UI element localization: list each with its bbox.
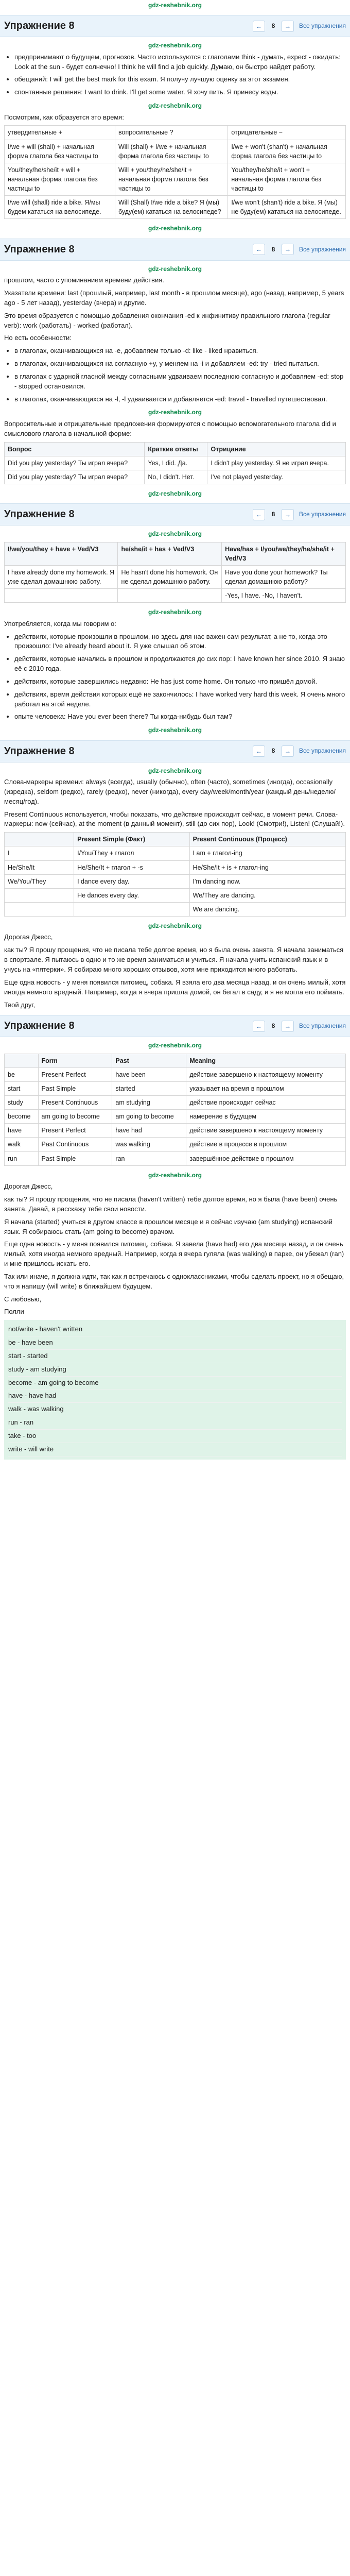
table-row — [5, 1138, 346, 1151]
answer-row: study - am studying — [8, 1363, 342, 1377]
paragraph: Еще одна новость - у меня появился питомец, собака. Я завела (have had) его два месяца назад, и он очень милый, хотя иногда немного вредный. Например, когда я вчера гуляла (was walking) в парке, он убежал (ran) и мне пришлось искать его. — [4, 1240, 344, 1268]
table-cell: have had — [112, 1124, 186, 1138]
exercise-title: Упражнение 8 — [4, 745, 75, 757]
table-cell: I am + глагол-ing — [189, 846, 345, 860]
table-cell: завершённое действие в прошлом — [186, 1151, 346, 1165]
paragraph: Посмотрим, как образуется это время: — [4, 113, 124, 121]
table-row — [5, 902, 346, 916]
table-cell: -Yes, I have. -No, I haven't. — [222, 589, 346, 603]
table-cell: become — [5, 1110, 39, 1124]
paragraph: Еще одна новость - у меня появился питомец, собака. Я взяла его два месяца назад, и он очень милый, хотя иногда немного вредный. Например, когда я вчера пришла домой, он бегал в саду, и я не могла его поймать. — [4, 978, 346, 996]
table-cell: I/we + will (shall) + начальная форма глагола без частицы to — [5, 140, 115, 163]
bullet-item: • действиях, которые начались в прошлом и продолжаются до сих пор: I have known her since 2010. Я знаю её с 2010 года. — [14, 654, 346, 674]
table-cell: отрицательные − — [228, 126, 346, 140]
table-header-row — [5, 442, 346, 456]
table-cell: намерение в будущем — [186, 1110, 346, 1124]
table-header-cell: Past — [112, 1054, 186, 1067]
exercise-nav — [253, 1021, 346, 1032]
table-cell: He/She/It — [5, 860, 74, 874]
table-cell — [118, 589, 222, 603]
bullet-item: • в глаголах с ударной гласной между согласными удваиваем последнюю согласную и добавляем -ed: stop - stopped остановился. — [14, 372, 346, 392]
table-cell: am studying — [112, 1096, 186, 1110]
table-cell: You/they/he/she/it + will + начальная форма глагола без частицы to — [5, 163, 115, 195]
bullet-item: • действиях, которые произошли в прошлом, но здесь для нас важен сам результат, а не то, когда это произошло: I've already heard about it. Я уже слышал об этом. — [14, 632, 346, 652]
site-watermark: gdz-reshebnik.org — [148, 102, 202, 110]
prev-exercise-button[interactable]: ← — [253, 509, 265, 520]
bullet-item: • опыте человека: Have you ever been there? Ты когда-нибудь был там? — [14, 712, 346, 722]
table-cell: Past Continuous — [38, 1138, 112, 1151]
table-cell: He hasn't done his homework. Он не сделал домашнюю работу. — [118, 565, 222, 588]
table-cell: start — [5, 1081, 39, 1095]
table-header-row — [5, 542, 346, 565]
table-cell — [5, 902, 74, 916]
table-cell: Did you play yesterday? Ты играл вчера? — [5, 456, 145, 470]
table-cell: Past Simple — [38, 1151, 112, 1165]
table-row — [5, 1110, 346, 1124]
table-row — [5, 470, 346, 484]
table-header-cell: Вопрос — [5, 442, 145, 456]
bullet-item: • действиях, время действия которых ещё не закончилось: I have worked very hard this week. Я очень много работал на этой неделе. — [14, 690, 346, 709]
exercise-nav — [253, 244, 346, 255]
table-row — [5, 846, 346, 860]
table-row — [5, 589, 346, 603]
table-cell: действие завершено к настоящему моменту — [186, 1124, 346, 1138]
prev-exercise-button[interactable]: ← — [253, 244, 265, 255]
exercise-nav — [253, 509, 346, 520]
table-cell: Yes, I did. Да. — [145, 456, 207, 470]
answer-row: run - ran — [8, 1416, 342, 1430]
table-cell: No, I didn't. Нет. — [145, 470, 207, 484]
answer-row: become - am going to become — [8, 1377, 342, 1390]
all-exercises-link[interactable]: Все упражнения — [299, 22, 346, 30]
site-watermark-top: gdz-reshebnik.org — [148, 2, 202, 9]
site-watermark: gdz-reshebnik.org — [148, 489, 202, 497]
table-cell: am going to become — [112, 1110, 186, 1124]
bullet-item: • в глаголах, оканчивающихся на -e, добавляем только -d: like - liked нравиться. — [14, 346, 346, 356]
table-cell: have been — [112, 1067, 186, 1081]
table-cell — [74, 902, 189, 916]
answer-row: start - started — [8, 1350, 342, 1363]
exercise-number: 8 — [271, 22, 275, 30]
bullet-item: • в глаголах, оканчивающихся на согласную +y, у меняем на -i и добавляем -ed: try - tried пытаться. — [14, 359, 346, 369]
table-cell: I/we + won't (shan't) + начальная форма глагола без частицы to — [228, 140, 346, 163]
exercise-header — [0, 503, 350, 526]
bullet-item: • действиях, которые завершились недавно: He has just come home. Он только что пришёл домой. — [14, 677, 346, 687]
all-exercises-link[interactable]: Все упражнения — [299, 245, 346, 253]
paragraph: Вопросительные и отрицательные предложения формируются с помощью вспомогательного глагола did и смыслового глагола в начальной форме: — [4, 419, 336, 437]
table-cell: Present Continuous — [38, 1096, 112, 1110]
exercise-nav — [253, 745, 346, 757]
table-row — [5, 860, 346, 874]
table-row — [5, 163, 346, 195]
prev-exercise-button[interactable]: ← — [253, 1021, 265, 1032]
table-row — [5, 1124, 346, 1138]
paragraph: Так или иначе, я должна идти, так как я встречаюсь с одноклассниками, чтобы сделать проект, но я обещаю, что я напишу (will write) в ближайшем будущем. — [4, 1272, 344, 1290]
table-cell: was walking — [112, 1138, 186, 1151]
exercise-header — [0, 15, 350, 37]
table-cell: He dances every day. — [74, 888, 189, 902]
table-cell: I didn't play yesterday. Я не играл вчера. — [207, 456, 346, 470]
table-cell: I/we will (shall) ride a bike. Я/мы будем кататься на велосипеде. — [5, 196, 115, 219]
table-cell: You/they/he/she/it + won't + начальная форма глагола без частицы to — [228, 163, 346, 195]
paragraph: Но есть особенности: — [4, 334, 72, 342]
table-header-cell — [5, 1054, 39, 1067]
table-cell: Will (Shall) I/we ride a bike? Я (мы) буду(ем) кататься на велосипеде? — [115, 196, 228, 219]
table-row — [5, 1067, 346, 1081]
table-cell: I've not played yesterday. — [207, 470, 346, 484]
table-row — [5, 1151, 346, 1165]
all-exercises-link[interactable]: Все упражнения — [299, 1022, 346, 1030]
table-cell: He/She/It + is + глагол-ing — [189, 860, 345, 874]
table-cell: вопросительные ? — [115, 126, 228, 140]
table-cell: Present Perfect — [38, 1067, 112, 1081]
table-cell: I/we won't (shan't) ride a bike. Я (мы) не буду(ем) кататься на велосипеде. — [228, 196, 346, 219]
paragraph: Полли — [4, 1308, 24, 1316]
table-header-cell: Present Simple (Факт) — [74, 833, 189, 846]
table-row — [5, 1096, 346, 1110]
table-row — [5, 888, 346, 902]
site-watermark: gdz-reshebnik.org — [148, 265, 202, 273]
exercise-header — [0, 740, 350, 762]
bullet-item: • предпринимают о будущем, прогнозов. Часто используются с глаголами think - думать, expect - ожидать: Look at the sun - будет солнечно! I think he will find a job quickly. Думаю, он быстро найдет работу. — [14, 53, 346, 72]
bullet-item: • в глаголах, оканчивающихся на -l, -l удваивается и добавляется -ed: travel - travelled путешествовал. — [14, 395, 346, 404]
paragraph: С любовью, — [4, 1295, 42, 1303]
site-watermark: gdz-reshebnik.org — [148, 225, 202, 232]
bullet-item: • спонтанные решения: I want to drink. I'll get some water. Я хочу пить. Я принесу воды. — [14, 88, 346, 97]
table-header-row — [5, 833, 346, 846]
table-cell: Did you play yesterday? Ты играл вчера? — [5, 470, 145, 484]
table-cell: I'm dancing now. — [189, 874, 345, 888]
table-row — [5, 565, 346, 588]
grammar-table — [4, 442, 346, 484]
paragraph: Я начала (started) учиться в другом классе в прошлом месяце и я сейчас изучаю (am studying) испанский язык. Я собираюсь стать (am going to become) врачом. — [4, 1217, 333, 1235]
paragraph: Дорогая Джесс, — [4, 1182, 53, 1191]
table-header-cell: Present Continuous (Процесс) — [189, 833, 345, 846]
next-exercise-button[interactable]: → — [282, 244, 294, 255]
table-row — [5, 456, 346, 470]
next-exercise-button[interactable]: → — [282, 745, 294, 757]
answer-row: have - have had — [8, 1389, 342, 1403]
all-exercises-link[interactable]: Все упражнения — [299, 511, 346, 518]
paragraph: прошлом, часто с упоминанием времени действия. — [4, 276, 164, 284]
next-exercise-button[interactable]: → — [282, 1021, 294, 1032]
table-cell: run — [5, 1151, 39, 1165]
paragraph: Present Continuous используется, чтобы показать, что действие происходит сейчас, в момент речи. Слова-маркеры: now (сейчас), at the moment (в данный момент), still (до сих пор), Look! (Смотри!), Listen! (Слушай!). — [4, 810, 345, 828]
exercise-number: 8 — [271, 245, 275, 253]
site-watermark: gdz-reshebnik.org — [148, 1042, 202, 1049]
table-row — [5, 1081, 346, 1095]
table-cell: указывает на время в прошлом — [186, 1081, 346, 1095]
table-cell: started — [112, 1081, 186, 1095]
grammar-table — [4, 542, 346, 603]
bullet-list — [4, 346, 346, 404]
exercise-title: Упражнение 8 — [4, 509, 75, 520]
table-cell: I/You/They + глагол — [74, 846, 189, 860]
bullet-list — [4, 53, 346, 97]
next-exercise-button[interactable]: → — [282, 509, 294, 520]
paragraph: как ты? Я прошу прощения, что не писала (haven't written) тебе долгое время, но я была (have been) очень занята. Давай, я расскажу тебе свои новости. — [4, 1195, 338, 1213]
table-cell: have — [5, 1124, 39, 1138]
table-header-cell: Краткие ответы — [145, 442, 207, 456]
site-watermark: gdz-reshebnik.org — [148, 726, 202, 734]
table-cell: We/You/They — [5, 874, 74, 888]
all-exercises-link[interactable]: Все упражнения — [299, 747, 346, 755]
table-cell: Past Simple — [38, 1081, 112, 1095]
table-header-cell: Meaning — [186, 1054, 346, 1067]
answer-row: walk - was walking — [8, 1403, 342, 1416]
bullet-item: • обещаний: I will get the best mark for this exam. Я получу лучшую оценку за этот экзамен. — [14, 75, 346, 84]
exercise-nav — [253, 21, 346, 32]
exercise-number: 8 — [271, 747, 275, 755]
site-watermark: gdz-reshebnik.org — [148, 530, 202, 538]
table-cell: действие происходит сейчас — [186, 1096, 346, 1110]
table-cell: I — [5, 846, 74, 860]
site-watermark: gdz-reshebnik.org — [148, 922, 202, 930]
table-header-cell: Отрицание — [207, 442, 346, 456]
answers-list — [4, 1320, 346, 1459]
paragraph: Употребляется, когда мы говорим о: — [4, 619, 116, 628]
exercise-title: Упражнение 8 — [4, 20, 75, 32]
table-row — [5, 126, 346, 140]
table-cell: действие в процессе в прошлом — [186, 1138, 346, 1151]
table-cell: Will + you/they/he/she/it + начальная форма глагола без частицы to — [115, 163, 228, 195]
answer-row: write - will write — [8, 1443, 342, 1456]
next-exercise-button[interactable]: → — [282, 21, 294, 32]
table-cell: I have already done my homework. Я уже сделал домашнюю работу. — [5, 565, 118, 588]
paragraph: Дорогая Джесс, — [4, 933, 53, 941]
exercise-title: Упражнение 8 — [4, 1020, 75, 1032]
grammar-table — [4, 1054, 346, 1166]
table-cell: study — [5, 1096, 39, 1110]
table-cell: ran — [112, 1151, 186, 1165]
table-cell: He/She/It + глагол + -s — [74, 860, 189, 874]
paragraph: Твой друг, — [4, 1001, 36, 1009]
table-header-cell: he/she/it + has + Ved/V3 — [118, 542, 222, 565]
table-cell: be — [5, 1067, 39, 1081]
table-cell: walk — [5, 1138, 39, 1151]
table-row — [5, 874, 346, 888]
paragraph: Это время образуется с помощью добавления окончания -ed к инфинитиву правильного глагола (regular verb): work (работать) - worked (работал). — [4, 311, 330, 329]
grammar-table — [4, 125, 346, 219]
answer-row: not/write - haven't written — [8, 1323, 342, 1336]
site-watermark: gdz-reshebnik.org — [148, 42, 202, 49]
table-row — [5, 196, 346, 219]
table-header-cell: Form — [38, 1054, 112, 1067]
paragraph: как ты? Я прошу прощения, что не писала тебе долгое время, но я была очень занята. Я начала заниматься в спортзале. Я пытаюсь в одно и то же время заниматься и учиться. Я начала учить испанский язык и в учусь на «пятерки». Я собираю много хороших отзывов, хотя мне приходится много работать. — [4, 946, 344, 973]
site-watermark: gdz-reshebnik.org — [148, 767, 202, 774]
exercise-header — [0, 1015, 350, 1037]
table-cell: Present Perfect — [38, 1124, 112, 1138]
exercise-number: 8 — [271, 511, 275, 518]
document-root — [0, 1, 350, 1460]
table-cell — [5, 589, 118, 603]
bullet-list — [4, 632, 346, 722]
prev-exercise-button[interactable]: ← — [253, 21, 265, 32]
site-watermark: gdz-reshebnik.org — [148, 1171, 202, 1179]
exercise-title: Упражнение 8 — [4, 243, 75, 255]
answer-row: be - have been — [8, 1336, 342, 1350]
table-row — [5, 140, 346, 163]
grammar-table — [4, 832, 346, 917]
site-watermark: gdz-reshebnik.org — [148, 608, 202, 616]
table-cell: Will (shall) + I/we + начальная форма глагола без частицы to — [115, 140, 228, 163]
table-cell: утвердительные + — [5, 126, 115, 140]
table-cell: am going to become — [38, 1110, 112, 1124]
table-header-row — [5, 1054, 346, 1067]
table-cell: We are dancing. — [189, 902, 345, 916]
table-cell: действие завершено к настоящему моменту — [186, 1067, 346, 1081]
table-cell: We/They are dancing. — [189, 888, 345, 902]
table-cell — [5, 888, 74, 902]
prev-exercise-button[interactable]: ← — [253, 745, 265, 757]
table-header-cell — [5, 833, 74, 846]
table-cell: I dance every day. — [74, 874, 189, 888]
answer-row: take - too — [8, 1430, 342, 1443]
exercise-number: 8 — [271, 1022, 275, 1030]
exercise-header — [0, 239, 350, 261]
table-header-cell: Have/has + I/you/we/they/he/she/it + Ved/V3 — [222, 542, 346, 565]
site-watermark: gdz-reshebnik.org — [148, 409, 202, 416]
paragraph: Слова-маркеры времени: always (всегда), usually (обычно), often (часто), sometimes (иногда), occasionally (изредка), seldom (редко), rarely (редко), never (никогда), every day/week/month/year (каждый день/неделю/месяц/год). — [4, 778, 336, 805]
table-cell: Have you done your homework? Ты сделал домашнюю работу? — [222, 565, 346, 588]
paragraph: Указатели времени: last (прошлый, например, last month - в прошлом месяце), ago (назад, например, 5 years ago - 5 лет назад), yesterday (вчера) и другие. — [4, 289, 344, 307]
table-header-cell: I/we/you/they + have + Ved/V3 — [5, 542, 118, 565]
